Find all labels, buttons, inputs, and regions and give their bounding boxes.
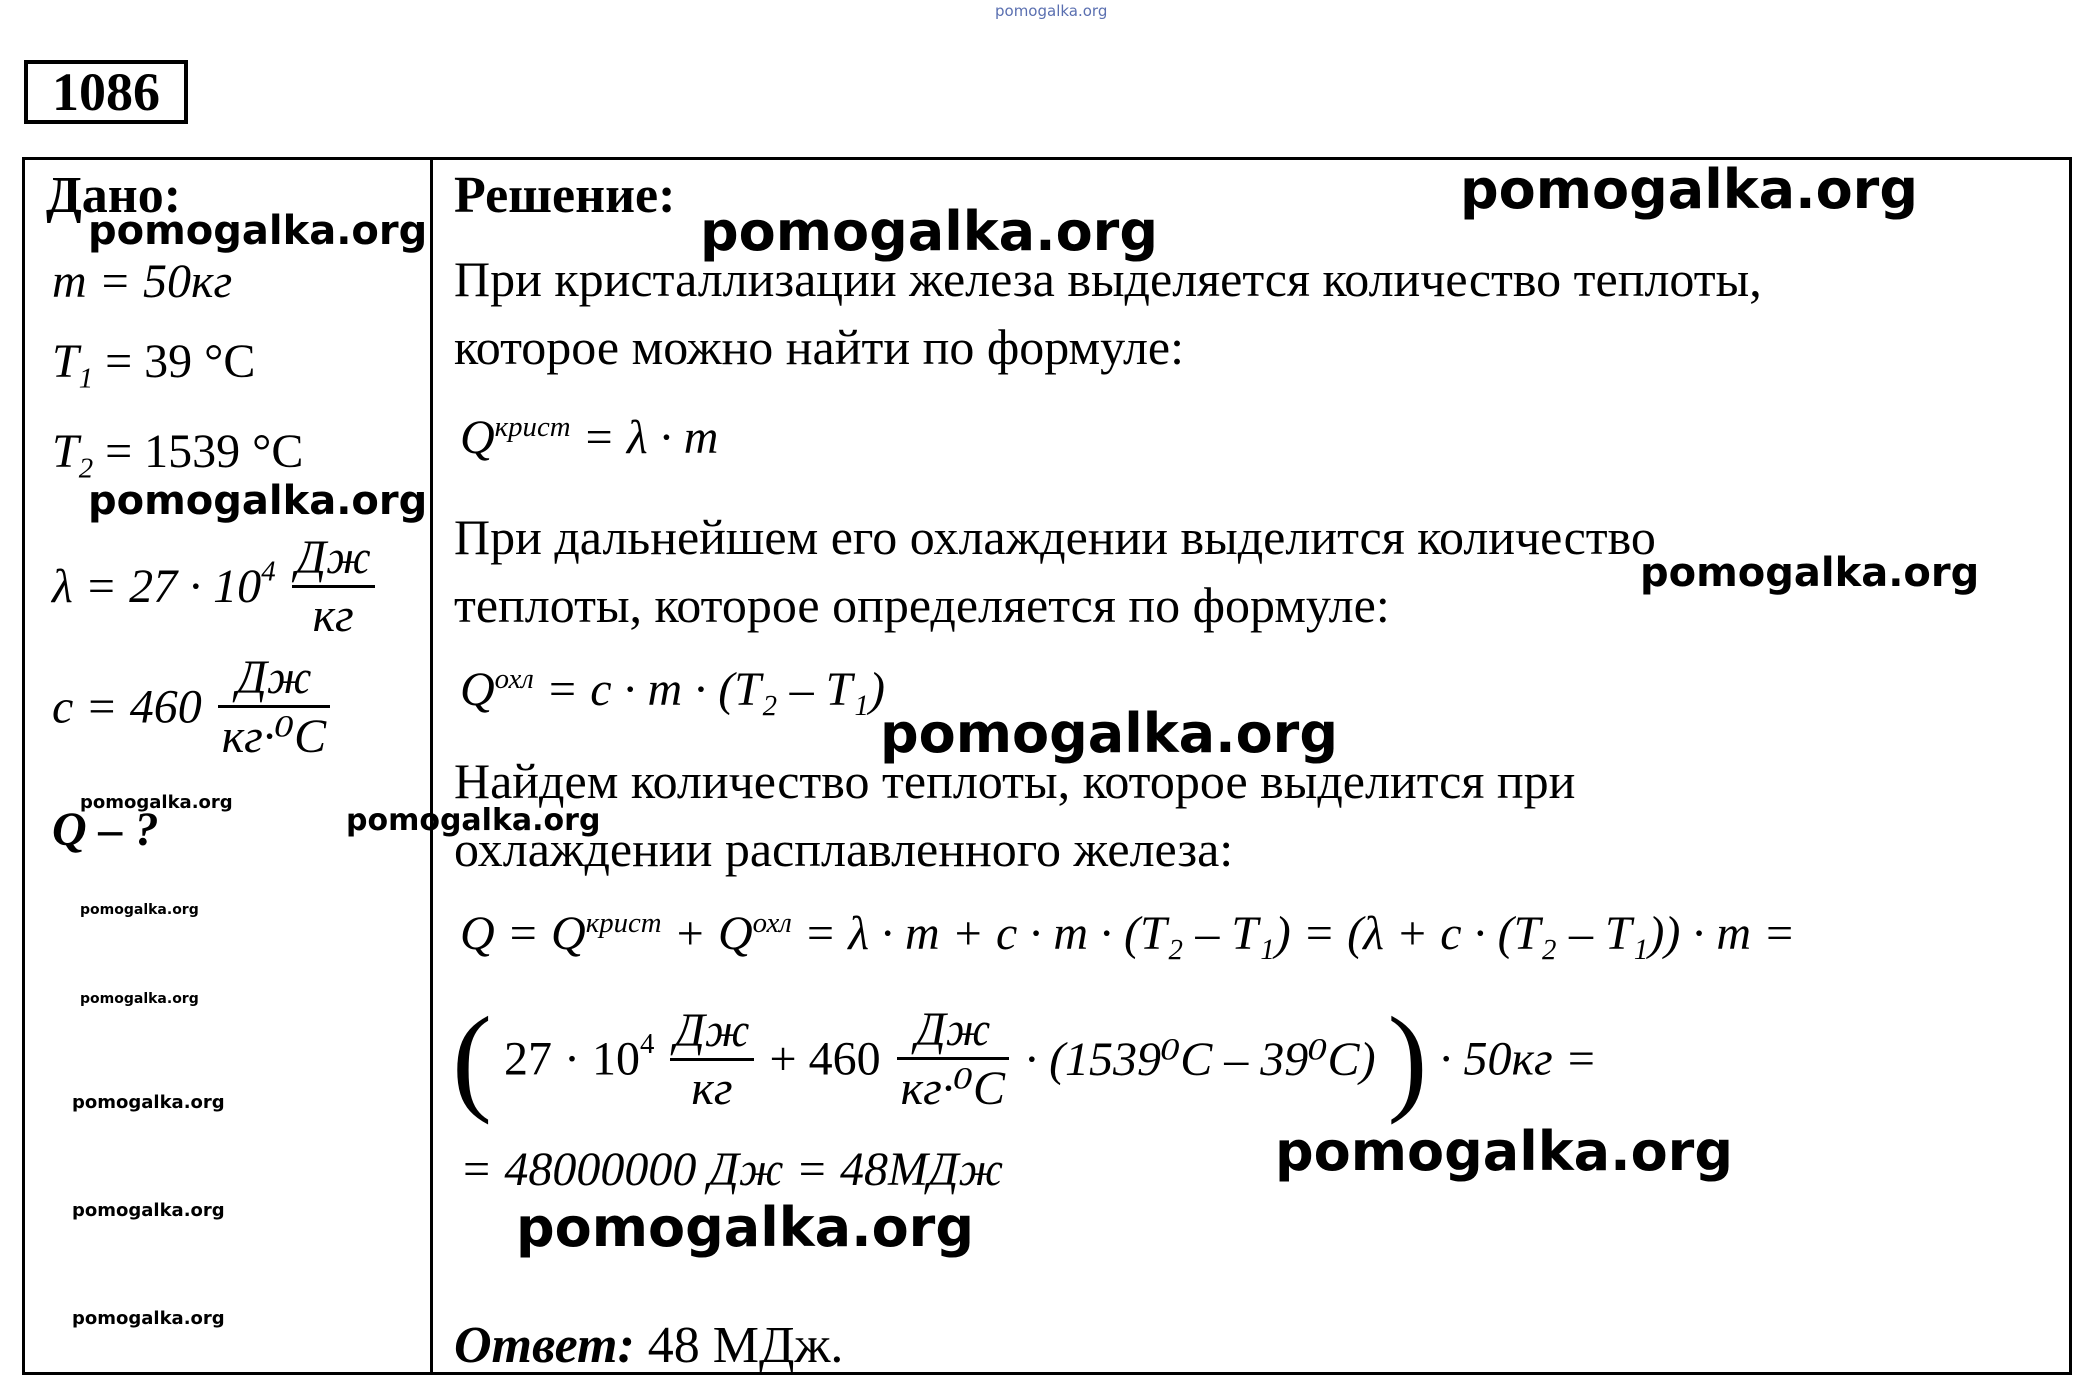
given-c: c = 460 $\frac{Дж}{\text{кг·⁰C}}$ xyxy=(52,650,334,764)
watermark: pomogalka.org xyxy=(72,1308,225,1329)
given-t1: $T_1 = 39$ °C xyxy=(52,335,256,395)
watermark: pomogalka.org xyxy=(80,991,199,1007)
given-lambda: $\lambda = 27 \cdot 10^4$ $\frac{Дж}{кг}$ xyxy=(52,530,379,643)
watermark: pomogalka.org xyxy=(880,702,1338,765)
given-t2: $T_2 = 1539$ °C xyxy=(52,425,304,485)
watermark: pomogalka.org xyxy=(80,792,233,813)
watermark: pomogalka.org xyxy=(72,1092,225,1113)
column-divider xyxy=(430,157,433,1375)
formula-result: = 48000000 Дж = 48МДж xyxy=(460,1143,1004,1196)
watermark: pomogalka.org xyxy=(1640,550,1980,596)
problem-number: 1086 xyxy=(24,60,188,124)
watermark: pomogalka.org xyxy=(516,1196,974,1259)
watermark: pomogalka.org xyxy=(80,902,199,918)
solution-heading: Решение: xyxy=(454,167,676,224)
solution-p3-line1: Найдем количество теплоты, которое выделится при xyxy=(454,753,1576,809)
solution-p3-line2: охлаждении расплавленного железа: xyxy=(454,821,1234,877)
watermark: pomogalka.org xyxy=(88,478,428,524)
solution-p1-line2: которое можно найти по формуле: xyxy=(454,319,1184,375)
watermark: pomogalka.org xyxy=(1275,1120,1733,1183)
watermark: pomogalka.org xyxy=(1460,158,1918,221)
solution-p2-line1: При дальнейшем его охлаждении выделится количество xyxy=(454,509,1656,565)
formula-substitution: ( $27 \cdot 10^4$ $\frac{Дж}{кг}$ + 460 $\frac{Дж}{\text{кг·⁰C}}$ · (1539⁰C – 39⁰C) ) · 50кг = xyxy=(452,992,1598,1125)
given-heading: Дано: xyxy=(46,167,182,224)
solution-p2-line2: теплоты, которое определяется по формуле: xyxy=(454,577,1390,633)
formula-cooling: $Q^{охл} = c \cdot m \cdot (T_2 - T_1)$ xyxy=(460,663,885,716)
formula-crystallization: $Q^{крист} = \lambda \cdot m$ xyxy=(460,411,719,464)
watermark-top: pomogalka.org xyxy=(995,2,1108,20)
watermark: pomogalka.org xyxy=(88,208,428,254)
formula-total: $Q = Q^{крист} + Q^{охл} = \lambda \cdot m + c \cdot m \cdot (T_2 - T_1) = (\lambda + c \cdot (T_2 - T_1)) \cdot m$ = xyxy=(460,907,1796,960)
answer: Ответ: 48 МДж. xyxy=(454,1317,844,1374)
watermark: pomogalka.org xyxy=(700,200,1158,263)
given-mass: m = 50кг xyxy=(52,255,233,308)
watermark: pomogalka.org xyxy=(72,1200,225,1221)
solution-p1-line1: При кристаллизации железа выделяется количество теплоты, xyxy=(454,251,1762,307)
watermark: pomogalka.org xyxy=(346,803,601,838)
given-unknown: Q – ? xyxy=(52,803,159,856)
